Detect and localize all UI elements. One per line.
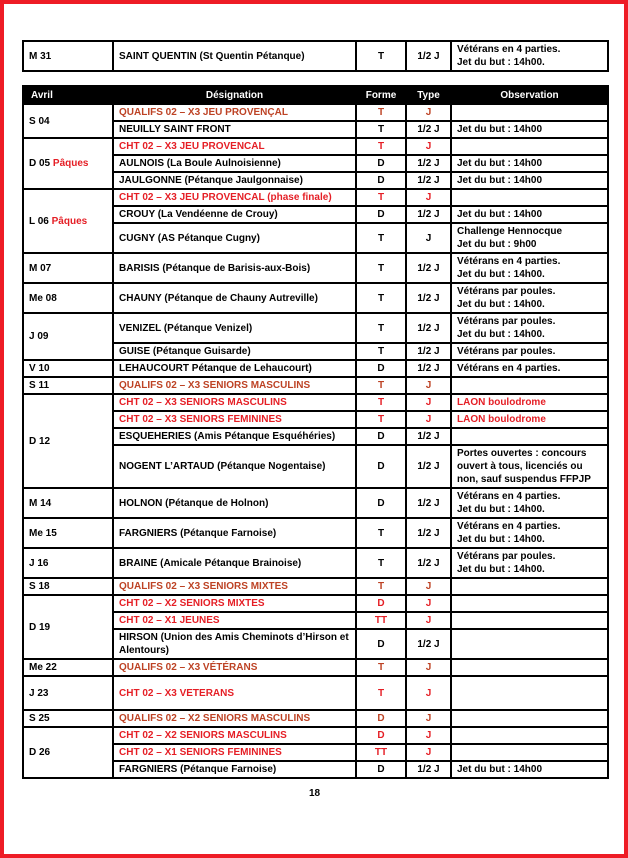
date-label: D 05 [29, 158, 51, 169]
date-label: V 10 [29, 363, 50, 374]
observation-line: Jet du but : 14h00 [457, 158, 543, 169]
forme-cell: D [356, 428, 406, 445]
observation-line: Jet du but : 9h00 [457, 239, 537, 250]
observation-cell [451, 343, 608, 360]
forme-cell: T [356, 578, 406, 595]
date-cell [23, 488, 113, 518]
date-label: D 12 [29, 435, 51, 447]
observation-cell [451, 676, 608, 710]
header-forme: Forme [356, 86, 406, 104]
forme-cell: T [356, 189, 406, 206]
table-row [23, 283, 608, 313]
date-cell: M 31 [23, 41, 113, 71]
date-label: S 25 [29, 713, 50, 724]
observation-cell [451, 138, 608, 155]
forme-cell: D [356, 155, 406, 172]
designation-cell: CHAUNY (Pétanque de Chauny Autreville) [113, 283, 356, 313]
observation-line: LAON boulodrome [457, 414, 546, 425]
observation-cell [451, 172, 608, 189]
observation-line: Jet du but : 14h00. [457, 299, 545, 310]
date-cell [23, 313, 113, 360]
date-label: D 26 [29, 747, 51, 758]
designation-cell: QUALIFS 02 – X2 SENIORS MASCULINS [113, 710, 356, 727]
observation-line: Vétérans en 4 parties. [457, 521, 561, 532]
date-cell [23, 189, 113, 253]
date-cell [23, 360, 113, 377]
observation-line: Jet du but : 14h00. [457, 534, 545, 545]
date-label: Me 22 [29, 662, 57, 673]
observation-line: Vétérans par poules. [457, 286, 556, 297]
observation-line: Vétérans par poules. [457, 346, 556, 357]
table-row [23, 313, 608, 343]
observation-cell [451, 710, 608, 727]
observation-cell [451, 253, 608, 283]
designation-cell: NOGENT L’ARTAUD (Pétanque Nogentaise) [113, 445, 356, 488]
observation-cell [451, 41, 608, 71]
header-avril: Avril [23, 86, 113, 104]
forme-cell: D [356, 360, 406, 377]
forme-cell: D [356, 629, 406, 659]
type-cell: J [406, 659, 451, 676]
forme-cell: T [356, 377, 406, 394]
type-cell: J [406, 595, 451, 612]
forme-cell: T [356, 518, 406, 548]
observation-line: ouvert à tous, licenciés ou [457, 461, 583, 472]
observation-line: LAON boulodrome [457, 397, 546, 408]
forme-cell: TT [356, 612, 406, 629]
observation-cell [451, 744, 608, 761]
header-type: Type [406, 86, 451, 104]
forme-cell: D [356, 445, 406, 488]
observation-cell [451, 629, 608, 659]
forme-cell: TT [356, 744, 406, 761]
type-cell: 1/2 J [406, 343, 451, 360]
observation-line: Jet du but : 14h00. [457, 57, 545, 68]
table-row [23, 138, 608, 155]
designation-cell: BRAINE (Amicale Pétanque Brainoise) [113, 548, 356, 578]
observation-cell [451, 761, 608, 778]
type-cell: 1/2 J [406, 445, 451, 488]
forme-cell: D [356, 488, 406, 518]
forme-cell: T [356, 343, 406, 360]
designation-cell: QUALIFS 02 – X3 VÉTÉRANS [113, 659, 356, 676]
observation-line: Jet du but : 14h00 [457, 124, 543, 135]
type-cell: 1/2 J [406, 360, 451, 377]
observation-line: Vétérans en 4 parties. [457, 44, 561, 55]
date-label: Me 15 [29, 527, 57, 539]
type-cell: 1/2 J [406, 488, 451, 518]
type-cell: 1/2 J [406, 518, 451, 548]
designation-cell: GUISE (Pétanque Guisarde) [113, 343, 356, 360]
page-number: 18 [308, 788, 321, 799]
date-cell [23, 377, 113, 394]
forme-cell: T [356, 138, 406, 155]
forme-cell: T [356, 394, 406, 411]
date-label: J 16 [29, 557, 49, 569]
observation-line: Jet du but : 14h00 [457, 175, 543, 186]
table-row [23, 41, 608, 71]
table-row [23, 595, 608, 612]
observation-cell [451, 121, 608, 138]
designation-cell: NEUILLY SAINT FRONT [113, 121, 356, 138]
observation-cell [451, 155, 608, 172]
date-cell [23, 676, 113, 710]
type-cell: 1/2 J [406, 121, 451, 138]
observation-cell [451, 313, 608, 343]
header-designation: Désignation [113, 86, 356, 104]
forme-cell: T [356, 659, 406, 676]
type-cell: 1/2 J [406, 761, 451, 778]
designation-cell: CROUY (La Vendéenne de Crouy) [113, 206, 356, 223]
table-row [23, 659, 608, 676]
type-cell: 1/2 J [406, 41, 451, 71]
table-row [23, 578, 608, 595]
observation-cell [451, 428, 608, 445]
observation-line: Vétérans par poules. [457, 316, 556, 327]
type-cell: J [406, 676, 451, 710]
date-label: Me 08 [29, 292, 57, 304]
forme-cell: T [356, 283, 406, 313]
designation-cell: HIRSON (Union des Amis Cheminots d’Hirson et Alentours) [113, 629, 356, 659]
table-row [23, 189, 608, 206]
forme-cell: T [356, 548, 406, 578]
observation-line: Jet du but : 14h00. [457, 564, 545, 575]
observation-cell [451, 283, 608, 313]
header-row [23, 86, 608, 104]
observation-cell [451, 595, 608, 612]
table-row [23, 253, 608, 283]
observation-cell [451, 548, 608, 578]
designation-cell: QUALIFS 02 – X3 SENIORS MASCULINS [113, 377, 356, 394]
observation-cell [451, 518, 608, 548]
designation-cell: FARGNIERS (Pétanque Farnoise) [113, 761, 356, 778]
forme-cell: T [356, 121, 406, 138]
observation-cell [451, 612, 608, 629]
table-row [23, 518, 608, 548]
type-cell: J [406, 727, 451, 744]
type-cell: J [406, 104, 451, 121]
date-label: M 14 [29, 497, 52, 509]
designation-cell: CHT 02 – X1 SENIORS FEMININES [113, 744, 356, 761]
table-row [23, 548, 608, 578]
date-cell [23, 659, 113, 676]
observation-line: Vétérans par poules. [457, 551, 556, 562]
date-label: D 19 [29, 621, 51, 633]
table-row [23, 377, 608, 394]
date-label: J 09 [29, 331, 49, 342]
designation-cell: BARISIS (Pétanque de Barisis-aux-Bois) [113, 253, 356, 283]
observation-cell [451, 578, 608, 595]
observation-line: Vétérans en 4 parties. [457, 363, 561, 374]
type-cell: 1/2 J [406, 313, 451, 343]
designation-cell: QUALIFS 02 – X3 JEU PROVENÇAL [113, 104, 356, 121]
holiday-label: Pâques [50, 158, 89, 169]
observation-cell [451, 206, 608, 223]
observation-cell [451, 360, 608, 377]
observation-cell [451, 411, 608, 428]
designation-cell: CHT 02 – X2 SENIORS MASCULINS [113, 727, 356, 744]
observation-line: Jet du but : 14h00. [457, 269, 545, 280]
table-row [23, 676, 608, 710]
table-row [23, 360, 608, 377]
designation-cell: CHT 02 – X3 JEU PROVENCAL (phase finale) [113, 189, 356, 206]
date-cell [23, 518, 113, 548]
observation-cell [451, 223, 608, 253]
date-cell [23, 394, 113, 488]
type-cell: J [406, 377, 451, 394]
type-cell: 1/2 J [406, 629, 451, 659]
type-cell: 1/2 J [406, 253, 451, 283]
type-cell: 1/2 J [406, 172, 451, 189]
designation-cell: CHT 02 – X3 VETERANS [113, 676, 356, 710]
observation-line: Vétérans en 4 parties. [457, 491, 561, 502]
type-cell: J [406, 411, 451, 428]
forme-cell: T [356, 223, 406, 253]
designation-cell: FARGNIERS (Pétanque Farnoise) [113, 518, 356, 548]
observation-cell [451, 189, 608, 206]
type-cell: 1/2 J [406, 428, 451, 445]
observation-cell [451, 377, 608, 394]
forme-cell: T [356, 104, 406, 121]
header-observation: Observation [451, 86, 608, 104]
april-calendar-table [22, 85, 609, 779]
date-cell [23, 578, 113, 595]
observation-line: Challenge Hennocque [457, 226, 563, 237]
date-label: J 23 [29, 687, 49, 699]
designation-cell: CHT 02 – X3 SENIORS FEMININES [113, 411, 356, 428]
forme-cell: T [356, 41, 406, 71]
observation-line: non, sauf suspendus FFPJP [457, 474, 591, 485]
observation-cell [451, 445, 608, 488]
forme-cell: T [356, 411, 406, 428]
type-cell: J [406, 138, 451, 155]
table-row [23, 488, 608, 518]
type-cell: 1/2 J [406, 548, 451, 578]
observation-cell [451, 488, 608, 518]
forme-cell: D [356, 595, 406, 612]
designation-cell: CHT 02 – X3 SENIORS MASCULINS [113, 394, 356, 411]
type-cell: 1/2 J [406, 206, 451, 223]
type-cell: J [406, 710, 451, 727]
table-row [23, 394, 608, 411]
date-label: S 11 [29, 380, 50, 391]
designation-cell: LEHAUCOURT Pétanque de Lehaucourt) [113, 360, 356, 377]
date-cell [23, 595, 113, 659]
forme-cell: T [356, 313, 406, 343]
designation-cell: SAINT QUENTIN (St Quentin Pétanque) [113, 41, 356, 71]
type-cell: J [406, 223, 451, 253]
date-cell [23, 104, 113, 138]
observation-line: Jet du but : 14h00 [457, 764, 543, 775]
date-label: S 18 [29, 581, 50, 592]
type-cell: J [406, 612, 451, 629]
designation-cell: AULNOIS (La Boule Aulnoisienne) [113, 155, 356, 172]
holiday-label: Pâques [48, 215, 88, 227]
designation-cell: HOLNON (Pétanque de Holnon) [113, 488, 356, 518]
designation-cell: CHT 02 – X2 SENIORS MIXTES [113, 595, 356, 612]
type-cell: 1/2 J [406, 283, 451, 313]
forme-cell: D [356, 727, 406, 744]
designation-cell: QUALIFS 02 – X3 SENIORS MIXTES [113, 578, 356, 595]
forme-cell: T [356, 253, 406, 283]
date-label: S 04 [29, 115, 50, 127]
designation-cell: VENIZEL (Pétanque Venizel) [113, 313, 356, 343]
date-cell [23, 138, 113, 189]
designation-cell: CUGNY (AS Pétanque Cugny) [113, 223, 356, 253]
forme-cell: D [356, 710, 406, 727]
observation-line: Portes ouvertes : concours [457, 448, 587, 459]
forme-cell: T [356, 676, 406, 710]
date-label: M 07 [29, 262, 52, 274]
designation-cell: CHT 02 – X1 JEUNES [113, 612, 356, 629]
table-row [23, 710, 608, 727]
designation-cell: JAULGONNE (Pétanque Jaulgonnaise) [113, 172, 356, 189]
date-cell [23, 727, 113, 778]
forme-cell: D [356, 761, 406, 778]
type-cell: J [406, 189, 451, 206]
designation-cell: CHT 02 – X3 JEU PROVENCAL [113, 138, 356, 155]
date-cell [23, 548, 113, 578]
type-cell: J [406, 744, 451, 761]
observation-cell [451, 727, 608, 744]
date-cell [23, 283, 113, 313]
observation-line: Jet du but : 14h00. [457, 329, 545, 340]
forme-cell: D [356, 206, 406, 223]
observation-line: Jet du but : 14h00. [457, 504, 545, 515]
observation-line: Jet du but : 14h00 [457, 209, 543, 220]
forme-cell: D [356, 172, 406, 189]
observation-cell [451, 104, 608, 121]
observation-cell [451, 659, 608, 676]
pre-month-table [22, 40, 609, 72]
type-cell: 1/2 J [406, 155, 451, 172]
table-row [23, 104, 608, 121]
observation-cell [451, 394, 608, 411]
date-cell [23, 253, 113, 283]
date-cell [23, 710, 113, 727]
type-cell: J [406, 578, 451, 595]
observation-line: Vétérans en 4 parties. [457, 256, 561, 267]
designation-cell: ESQUEHERIES (Amis Pétanque Esquéhéries) [113, 428, 356, 445]
date-label: L 06 [29, 215, 49, 227]
type-cell: J [406, 394, 451, 411]
table-row [23, 727, 608, 744]
